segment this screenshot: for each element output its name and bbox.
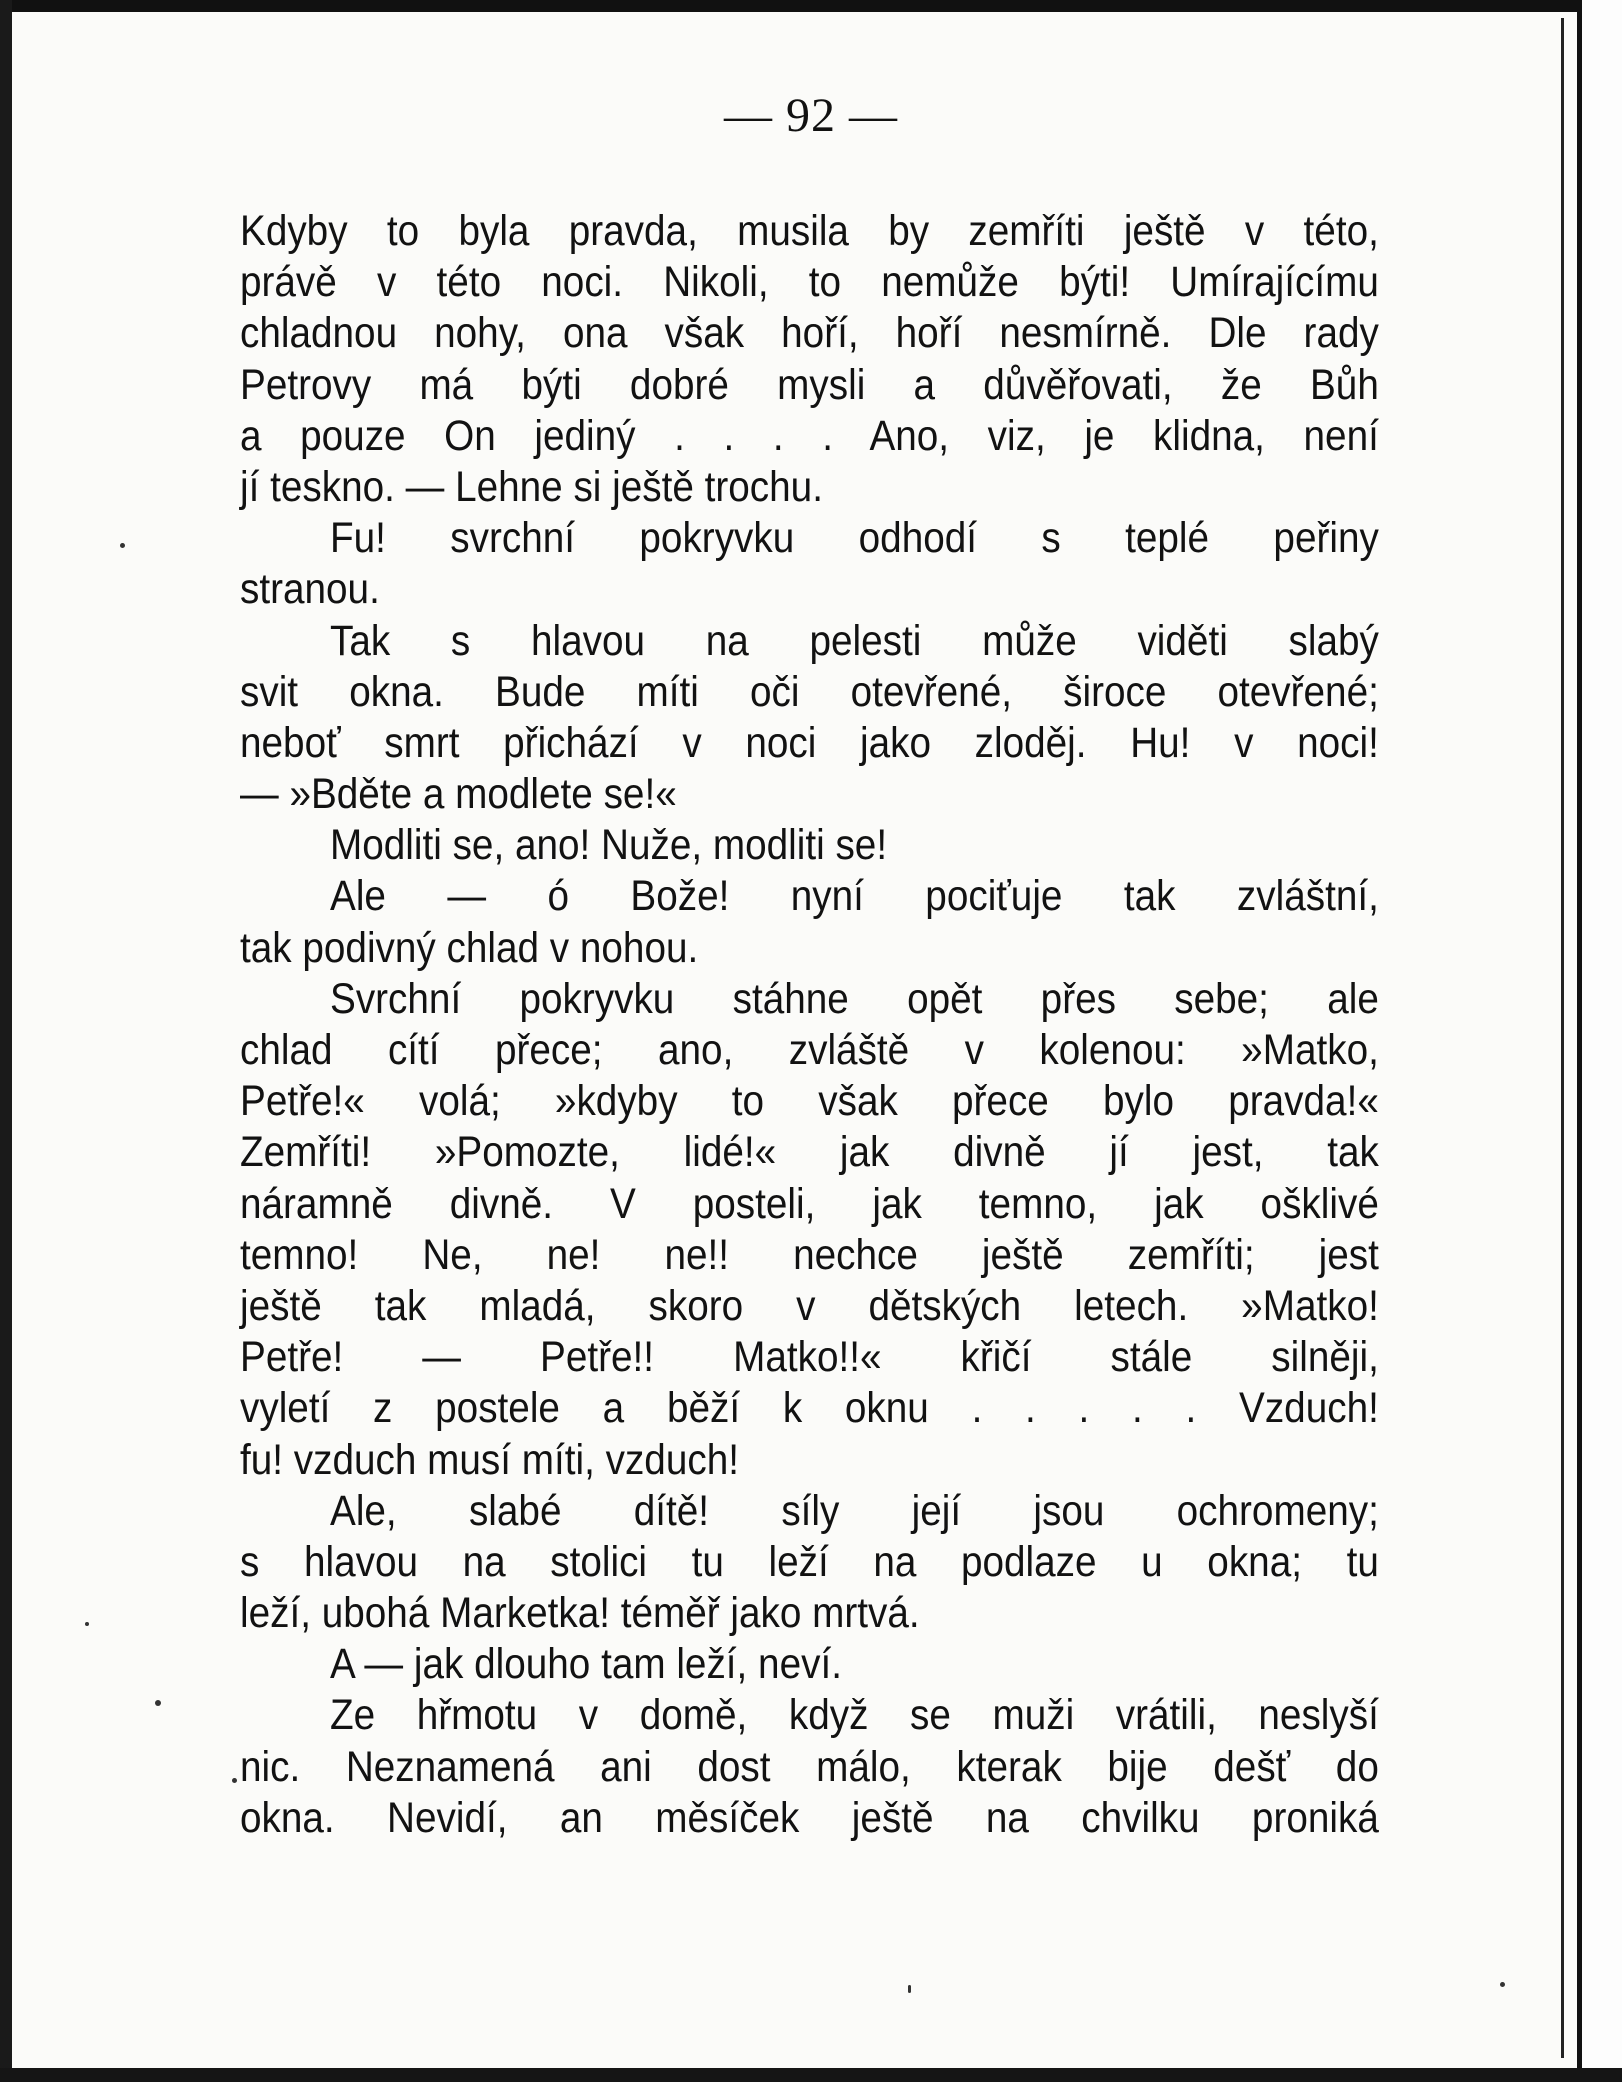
page-number: — 92 —	[724, 89, 898, 142]
text-line: okna. Nevidí, an měsíček ještě na chvilku proniká	[240, 1793, 1379, 1842]
scan-edge-left	[0, 0, 12, 2082]
text-line: tak podivný chlad v nohou.	[240, 923, 699, 972]
text-line: Tak s hlavou na pelesti může viděti slabý	[330, 616, 1379, 665]
text-line: s hlavou na stolici tu leží na podlaze u okna; tu	[240, 1537, 1379, 1586]
text-line: svit okna. Bude míti oči otevřené, široce otevřené;	[240, 667, 1379, 716]
text-line: Ze hřmotu v domě, když se muži vrátili, neslyší	[330, 1691, 1379, 1740]
dust-speck	[120, 543, 125, 548]
text-line: chlad cítí přece; ano, zvláště v kolenou: »Matko,	[240, 1026, 1379, 1074]
page-fold-line	[1561, 18, 1564, 2058]
text-line: temno! Ne, ne! ne!! nechce ještě zemříti; jest	[240, 1230, 1379, 1279]
dust-speck	[1500, 1982, 1505, 1987]
text-line: vyletí z postele a běží k oknu . . . . . Vzduch!	[240, 1384, 1379, 1433]
text-line: Zemříti! »Pomozte, lidé!« jak divně jí jest, tak	[240, 1128, 1379, 1177]
text-line: nic. Neznamená ani dost málo, kterak bije dešť do	[240, 1742, 1379, 1791]
text-line: Modliti se, ano! Nuže, modliti se!	[330, 821, 888, 870]
scan-edge-bottom	[0, 2068, 1622, 2082]
text-line: ještě tak mladá, skoro v dětských letech. »Matko!	[240, 1281, 1379, 1330]
text-line: jí teskno. — Lehne si ještě trochu.	[240, 462, 823, 511]
text-line: a pouze On jediný . . . . Ano, viz, je klidna, není	[240, 411, 1379, 460]
dust-speck	[155, 1700, 161, 1706]
text-line: Petře!« volá; »kdyby to však přece bylo pravda!«	[240, 1077, 1379, 1126]
text-line: Ale — ó Bože! nyní pociťuje tak zvláštní,	[330, 872, 1379, 921]
text-line: — »Bděte a modlete se!«	[240, 770, 677, 819]
text-line: Fu! svrchní pokryvku odhodí s teplé peřiny	[330, 514, 1379, 563]
dust-speck	[85, 1622, 89, 1626]
text-line: Petře! — Petře!! Matko!!« křičí stále silněji,	[240, 1333, 1379, 1382]
dust-speck	[232, 1778, 237, 1783]
text-line: chladnou nohy, ona však hoří, hoří nesmírně. Dle rady	[240, 309, 1379, 358]
text-line: právě v této noci. Nikoli, to nemůže býti! Umírajícímu	[240, 258, 1379, 307]
text-line: stranou.	[240, 565, 380, 614]
text-line: Petrovy má býti dobré mysli a důvěřovati, že Bůh	[240, 360, 1379, 409]
text-line: Svrchní pokryvku stáhne opět přes sebe; ale	[330, 974, 1379, 1023]
text-line: leží, ubohá Marketka! téměř jako mrtvá.	[240, 1589, 920, 1638]
text-line: náramně divně. V posteli, jak temno, jak ošklivé	[240, 1179, 1379, 1228]
text-line: A — jak dlouho tam leží, neví.	[330, 1640, 842, 1689]
text-line: Ale, slabé dítě! síly její jsou ochromeny;	[330, 1486, 1379, 1535]
scan-edge-right	[1577, 0, 1622, 2082]
body-text	[240, 206, 1380, 1844]
dust-speck	[908, 1985, 911, 1993]
scan-edge-top	[0, 0, 1622, 12]
text-line: neboť smrt přichází v noci jako zloděj. Hu! v noci!	[240, 718, 1379, 767]
text-line: Kdyby to byla pravda, musila by zemříti ještě v této,	[240, 207, 1379, 255]
text-line: fu! vzduch musí míti, vzduch!	[240, 1435, 739, 1484]
